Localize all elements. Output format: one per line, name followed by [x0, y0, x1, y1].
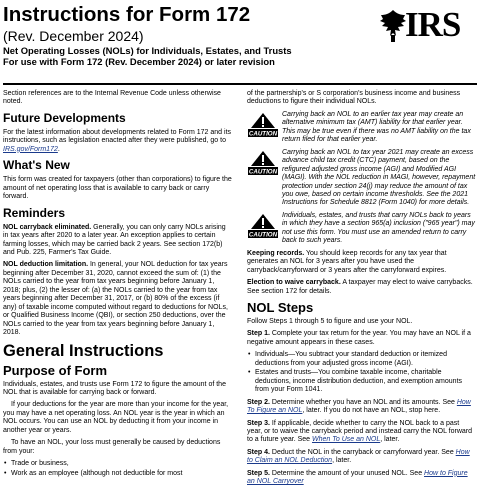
how-to-figure-carryover-link[interactable]: How to Figure an NOL Carryover	[247, 469, 468, 486]
step-4	[247, 449, 476, 466]
general-instructions-heading: General Instructions	[3, 341, 164, 360]
reminder-limitation-text: In general, your NOL deduction for tax years beginning after December 31, 2020, cannot exceed the sum of: (1) the NOLs carried to the year from tax years beginning before January 1, 2018; plus, (2) the lesser of: (a) the NOLs carried to the year from tax years beginning after December 31, 2017, or (b) 80% of the excess (if any) of taxable income computed without regard to deductions for NOLs, or Qualified Business Income (QBI), or section 250 deductions, over the NOLs carried to the year from tax years beginning before January 1, 2018.	[3, 261, 228, 337]
step-5-lead: Step 5.	[247, 469, 270, 477]
caution-icon	[248, 214, 278, 238]
keeping-records	[247, 250, 476, 275]
list-item: • Work as an employee (although not deductible for most	[3, 470, 232, 478]
form172-link[interactable]: IRS.gov/Form172	[3, 145, 58, 153]
election-waive	[247, 279, 476, 296]
keeping-records-lead: Keeping records.	[247, 249, 305, 257]
purpose-heading: Purpose of Form	[3, 362, 108, 378]
step-2	[247, 399, 476, 416]
step-1	[247, 330, 476, 347]
step-5	[247, 470, 476, 487]
purpose-text-3: To have an NOL, your loss must generally be caused by deductions from your:	[3, 439, 221, 455]
step-3	[247, 420, 476, 445]
list-item: • Trade or business,	[3, 460, 232, 468]
election-waive-text: A taxpayer may elect to waive carrybacks. See section 172 for details.	[247, 279, 473, 295]
reminder-carryback-text: Generally, you can only carry NOLs arising in tax years after 2020 to a later year. An exception applies to certain farming losses, which may be carried back 2 years. See section 172(b) and Pub. 225, Farmer's Tax Guide.	[3, 223, 226, 256]
logo-text: IRS	[405, 5, 461, 44]
left-column	[3, 90, 232, 479]
caution-icon	[248, 113, 278, 137]
future-developments-text	[3, 129, 232, 154]
future-end: .	[57, 145, 60, 153]
nol-steps-heading: NOL Steps	[247, 299, 314, 315]
step-1-text: Complete your tax return for the year. You may have an NOL if a negative amount appears in these cases.	[247, 330, 471, 346]
subtitle-line-1: Net Operating Losses (NOLs) for Individuals, Estates, and Trusts	[3, 45, 292, 56]
how-to-claim-nol-link[interactable]: How to Claim an NOL Deduction	[247, 448, 470, 465]
nol-steps-intro: Follow Steps 1 through 5 to figure and use your NOL.	[247, 317, 413, 325]
continued-text: of the partnership's or S corporation's business income and business deductions to figure their individual NOLs.	[247, 90, 461, 106]
reminder-carryback-lead: NOL carryback eliminated.	[3, 223, 92, 231]
irs-logo	[379, 7, 475, 47]
step-2-lead: Step 2.	[247, 398, 270, 406]
caution-ctc-text: Carrying back an NOL to tax year 2021 may create an excess advance child tax credit (CTC) payment, based on the refigured adjusted gross income (AGI) and Modified AGI (MAGI). With the NOL reduction in MAGI, however, repayment protection under section 24(j) may reduce the amount of tax you owe, based on certain income thresholds. See the 2021 Instructions for Schedule 8812 (Form 1040) for more details.	[282, 148, 476, 207]
when-to-use-nol-link[interactable]: When To Use an NOL	[312, 436, 381, 444]
list-item: • Estates and trusts—You combine taxable income, charitable deductions, income distribution deduction, and exemption amounts from your Form 1041.	[247, 369, 476, 394]
step-4-lead: Step 4.	[247, 448, 270, 456]
document-title: Instructions for Form 172	[3, 3, 251, 26]
reminder-limitation	[3, 261, 232, 337]
step-2-text: Determine whether you have an NOL and its amounts. See	[269, 398, 457, 406]
keeping-records-text: You should keep records for any tax year that generates an NOL for 3 years after you have used the carryback/carryforward or 3 years after the carryforward expires.	[247, 249, 447, 274]
purpose-text-1: Individuals, estates, and trusts use Form 172 to figure the amount of the NOL that is available for carrying back or forward.	[3, 380, 226, 396]
step-3-end: , later.	[380, 436, 400, 444]
step-1-lead: Step 1.	[247, 330, 270, 338]
step-4-end: , later.	[332, 457, 352, 465]
revision-date: (Rev. December 2024)	[3, 28, 144, 44]
future-text: For the latest information about developments related to Form 172 and its instructions, such as legislation enacted after they were published, go to	[3, 128, 232, 145]
caution-ctc	[247, 149, 476, 208]
caution-amt	[247, 111, 476, 145]
caution-label: CAUTION	[248, 130, 278, 138]
caution-label: CAUTION	[248, 231, 278, 239]
step-2-end: , later. If you do not have an NOL, stop here.	[302, 407, 441, 415]
caution-965-text: Individuals, estates, and trusts that carry NOLs back to years in which they have a section 965(a) inclusion ("965 year") may not use this form. You must use an amended return to carry back to such years.	[282, 211, 475, 245]
header-rule	[3, 83, 477, 85]
whats-new-heading: What's New	[3, 158, 70, 173]
reminder-limitation-lead: NOL deduction limitation.	[3, 261, 89, 269]
future-developments-heading: Future Developments	[3, 110, 126, 125]
whats-new-text: This form was created for taxpayers (other than corporations) to figure the amount of net operating loss that is available to carry back or carry forward.	[3, 176, 232, 201]
right-column	[247, 90, 476, 491]
caution-965	[247, 212, 476, 246]
reminder-carryback	[3, 224, 232, 258]
caution-icon	[248, 151, 278, 175]
caution-label: CAUTION	[248, 168, 278, 176]
caution-amt-text: Carrying back an NOL to an earlier tax year may create an alternative minimum tax (AMT) liability for that earlier year. This may be true even if there was no AMT liability on the tax return filed for that earlier year.	[282, 110, 471, 144]
purpose-text-2: If your deductions for the year are more than your income for the year, you may have a net operating loss. An NOL year is the year in which an NOL occurs. You can use an NOL by deducting it from your income in another year or years.	[3, 401, 229, 434]
intro-text: Section references are to the Internal Revenue Code unless otherwise noted.	[3, 90, 221, 106]
step-3-text: If applicable, decide whether to carry the NOL back to a past year, or to waive the carryback period and instead carry the NOL forward to a future year. See	[247, 419, 473, 444]
step-4-text: Deduct the NOL in the carryback or carryforward year. See	[269, 448, 456, 456]
step-5-text: Determine the amount of your unused NOL. See	[269, 469, 425, 477]
how-to-figure-nol-link[interactable]: How To Figure an NOL	[247, 398, 471, 415]
list-item: • Individuals—You subtract your standard deduction or itemized deductions from your adjusted gross income (AGI).	[247, 351, 476, 368]
eagle-icon	[379, 9, 407, 43]
reminders-heading: Reminders	[3, 205, 66, 220]
election-waive-lead: Election to waive carryback.	[247, 279, 341, 287]
document-header	[3, 3, 477, 67]
step-3-lead: Step 3.	[247, 419, 270, 427]
subtitle-line-2: For use with Form 172 (Rev. December 2024) or later revision	[3, 56, 275, 67]
